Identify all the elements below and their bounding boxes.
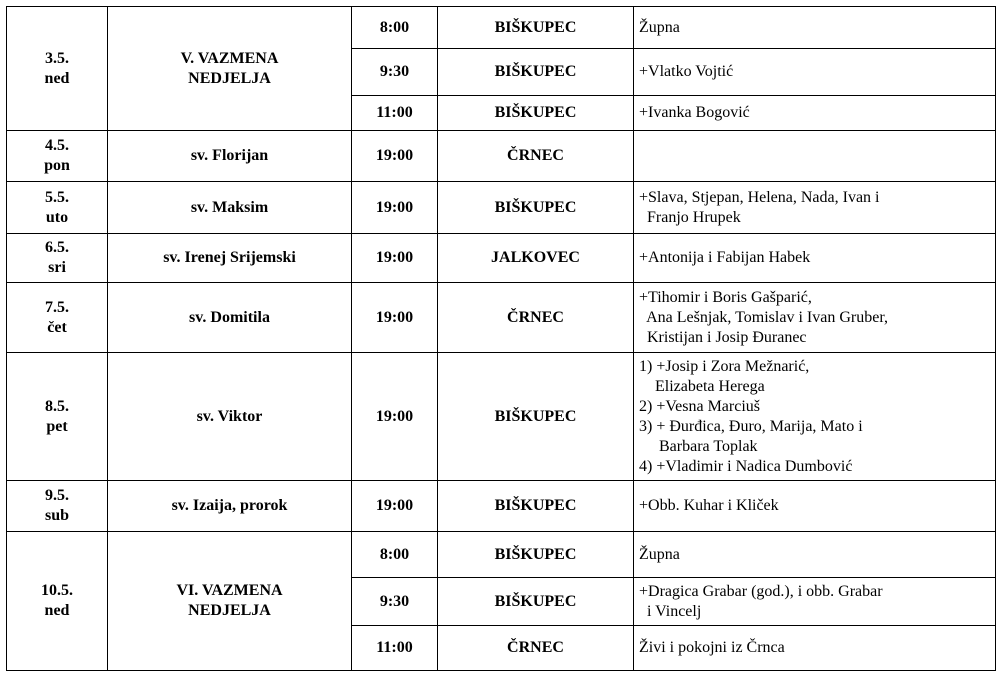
intention-line: 1) +Josip i Zora Mežnarić, (639, 357, 810, 375)
day-date: 4.5. (45, 137, 69, 154)
feast-cell (108, 131, 352, 182)
mass-intention-cell (634, 182, 996, 234)
table-row (7, 283, 996, 353)
mass-time-cell (352, 234, 438, 283)
mass-place: JALKOVEC (491, 249, 580, 266)
mass-intention-cell (634, 131, 996, 182)
feast-cell (108, 283, 352, 353)
mass-time: 9:30 (379, 592, 410, 610)
intention-line: Živi i pokojni iz Črnca (639, 639, 785, 656)
mass-intention-cell (634, 96, 996, 131)
intention-line: +Obb. Kuhar i Kliček (639, 497, 779, 514)
mass-place-cell (438, 283, 634, 353)
date-cell (7, 283, 108, 353)
date-cell (7, 182, 108, 234)
intention-line: 3) + Đurđica, Đuro, Marija, Mato i (639, 417, 863, 435)
day-date: 5.5. (45, 188, 69, 206)
day-date: 9.5. (45, 487, 69, 504)
mass-intention-cell (634, 234, 996, 283)
feast-cell (108, 234, 352, 283)
mass-place: BIŠKUPEC (494, 592, 577, 610)
feast-line: sv. Maksim (190, 198, 269, 216)
feast-line: sv. Florijan (190, 147, 269, 164)
mass-time-cell (352, 96, 438, 131)
mass-time: 8:00 (379, 545, 410, 563)
feast-line: NEDJELJA (188, 602, 271, 619)
mass-time-cell (352, 532, 438, 578)
feast-cell (108, 182, 352, 234)
feast-cell (108, 532, 352, 671)
intention-line: +Slava, Stjepan, Helena, Nada, Ivan i (639, 188, 880, 206)
day-weekday: čet (47, 318, 67, 336)
mass-place: BIŠKUPEC (494, 104, 577, 121)
day-weekday: pet (46, 417, 68, 435)
intention-line: Franjo Hrupek (639, 208, 741, 226)
feast-cell (108, 481, 352, 532)
feast-line: sv. Domitila (189, 308, 270, 326)
mass-time-cell (352, 182, 438, 234)
table-row (7, 234, 996, 283)
mass-time-cell (352, 7, 438, 49)
day-date: 8.5. (45, 397, 69, 415)
mass-place-cell (438, 481, 634, 532)
mass-time: 9:30 (379, 63, 410, 80)
intention-line: Ana Lešnjak, Tomislav i Ivan Gruber, (639, 308, 888, 326)
intention-line: 2) +Vesna Marciuš (639, 397, 760, 415)
feast-cell (108, 353, 352, 481)
mass-place: BIŠKUPEC (494, 407, 577, 425)
mass-intention-cell (634, 481, 996, 532)
day-weekday: pon (44, 157, 70, 174)
intention-line: Barbara Toplak (639, 437, 758, 455)
mass-time: 19:00 (375, 198, 414, 216)
mass-time-cell (352, 578, 438, 626)
mass-time: 19:00 (375, 308, 414, 326)
day-date: 3.5. (45, 49, 69, 67)
date-cell (7, 234, 108, 283)
day-date: 7.5. (45, 298, 69, 316)
mass-place: BIŠKUPEC (494, 545, 577, 563)
mass-time-cell (352, 283, 438, 353)
date-cell (7, 7, 108, 131)
mass-intention-cell (634, 7, 996, 49)
feast-line: VI. VAZMENA (176, 582, 283, 599)
day-weekday: ned (44, 69, 70, 87)
day-date: 6.5. (45, 239, 69, 256)
mass-time: 19:00 (375, 249, 414, 266)
mass-time-cell (352, 49, 438, 96)
intention-line: Kristijan i Josip Đuranec (639, 328, 807, 346)
schedule-body (7, 7, 996, 671)
mass-time: 19:00 (375, 147, 414, 164)
mass-intention-cell (634, 49, 996, 96)
mass-intention-cell (634, 626, 996, 671)
mass-place-cell (438, 49, 634, 96)
intention-line: +Ivanka Bogović (639, 104, 750, 121)
intention-line: i Vincelj (639, 602, 702, 620)
intention-line: 4) +Vladimir i Nadica Dumbović (639, 457, 853, 475)
mass-place: ČRNEC (507, 639, 564, 656)
feast-line: sv. Izaija, prorok (171, 497, 288, 514)
table-row (7, 131, 996, 182)
mass-intention-cell (634, 532, 996, 578)
mass-time: 11:00 (376, 639, 413, 656)
mass-place: ČRNEC (507, 147, 564, 164)
table-row (7, 7, 996, 49)
table-row (7, 182, 996, 234)
feast-line: sv. Irenej Srijemski (163, 249, 296, 266)
mass-place: BIŠKUPEC (494, 18, 577, 36)
mass-place-cell (438, 578, 634, 626)
mass-schedule-table (6, 6, 996, 671)
table-row (7, 532, 996, 578)
intention-line: +Vlatko Vojtić (639, 63, 734, 80)
intention-line: +Tihomir i Boris Gašparić, (639, 288, 812, 306)
intention-line: +Dragica Grabar (god.), i obb. Grabar (639, 582, 883, 600)
mass-time-cell (352, 131, 438, 182)
feast-line: sv. Viktor (196, 407, 263, 425)
table-row (7, 481, 996, 532)
mass-time-cell (352, 481, 438, 532)
day-weekday: sub (44, 507, 70, 524)
mass-place-cell (438, 532, 634, 578)
mass-place-cell (438, 626, 634, 671)
mass-place-cell (438, 182, 634, 234)
date-cell (7, 353, 108, 481)
mass-place-cell (438, 353, 634, 481)
mass-time: 19:00 (375, 497, 414, 514)
date-cell (7, 532, 108, 671)
mass-time-cell (352, 353, 438, 481)
intention-line: Župna (639, 18, 680, 36)
date-cell (7, 131, 108, 182)
mass-place-cell (438, 7, 634, 49)
table-row (7, 353, 996, 481)
mass-time: 8:00 (379, 18, 410, 36)
feast-line: V. VAZMENA (180, 49, 279, 67)
mass-place: BIŠKUPEC (494, 63, 577, 80)
mass-intention-cell (634, 578, 996, 626)
day-date: 10.5. (41, 582, 73, 599)
date-cell (7, 481, 108, 532)
day-weekday: sri (48, 259, 66, 276)
day-weekday: uto (45, 208, 69, 226)
feast-cell (108, 7, 352, 131)
feast-line: NEDJELJA (188, 69, 271, 87)
mass-time-cell (352, 626, 438, 671)
mass-place-cell (438, 234, 634, 283)
mass-place-cell (438, 131, 634, 182)
day-weekday: ned (44, 602, 70, 619)
mass-place: BIŠKUPEC (494, 497, 577, 514)
mass-time: 19:00 (375, 407, 414, 425)
intention-line: +Antonija i Fabijan Habek (639, 249, 811, 266)
mass-place: ČRNEC (507, 308, 564, 326)
mass-place: BIŠKUPEC (494, 198, 577, 216)
mass-time: 11:00 (376, 104, 413, 121)
mass-intention-cell (634, 353, 996, 481)
mass-intention-cell (634, 283, 996, 353)
mass-place-cell (438, 96, 634, 131)
intention-line: Župna (639, 545, 680, 563)
intention-line: Elizabeta Herega (639, 377, 765, 395)
